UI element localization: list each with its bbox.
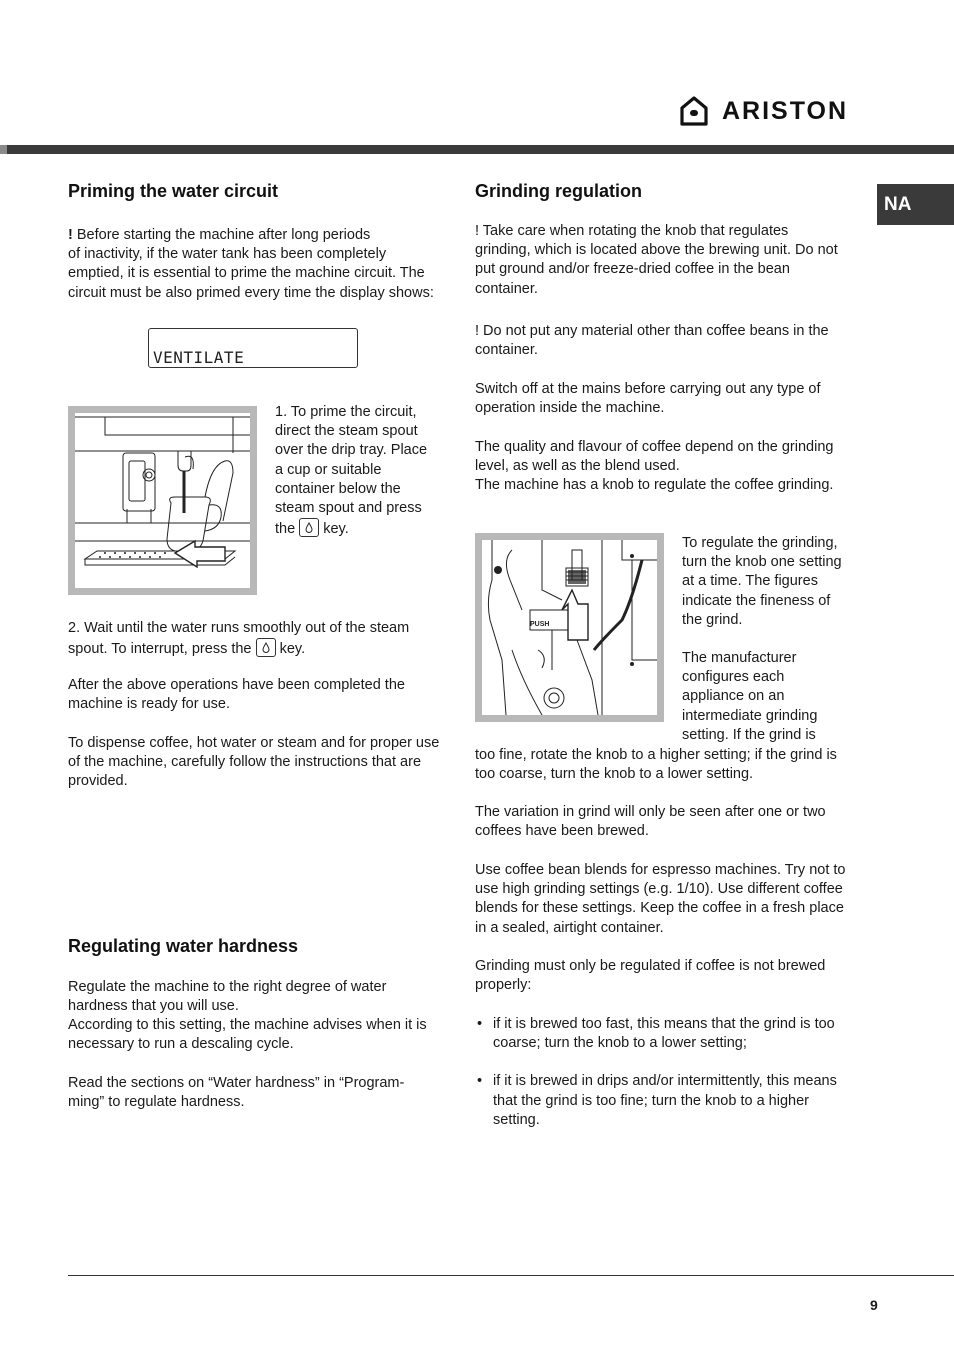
- display-panel: [148, 328, 358, 368]
- grinding-bullet-list: [475, 1015, 837, 1130]
- page-number: 9: [870, 1297, 878, 1313]
- grinding-knob-drawing: [482, 540, 657, 715]
- steam-spout-drawing: [75, 413, 250, 588]
- grinding-p4a: The quality and flavour of coffee depend on the grinding level, as well as the blend used.: [475, 439, 834, 475]
- hardness-p2: According to this setting, the machine advises when it is necessary to run a descaling cycle.: [68, 1017, 427, 1053]
- priming-step1-suffix: key.: [319, 521, 349, 538]
- priming-intro-line1: Before starting the machine after long periods: [72, 227, 371, 243]
- water-drop-key-icon: [299, 518, 319, 537]
- header-rule-accent: [0, 145, 7, 154]
- grinding-p6: Use coffee bean blends for espresso machines. Try not to use high grinding settings (e.g. 1/10). Use different coffee blends for these settings. Keep the coffee in a fresh place in a sealed, airtight container.: [475, 862, 846, 936]
- grinding-knob-illustration: [475, 533, 664, 722]
- grinding-fig-text2-cont: too fine, rotate the knob to a higher setting; if the grind is too coarse, turn the knob to a lower setting.: [475, 747, 837, 783]
- grinding-p3: Switch off at the mains before carrying out any type of operation inside the machine.: [475, 381, 821, 417]
- grinding-fig-text1: To regulate the grinding, turn the knob one setting at a time. The figures indicate the fineness of the grind.: [682, 535, 842, 628]
- grinding-p7: Grinding must only be regulated if coffee is not brewed properly:: [475, 958, 826, 994]
- priming-intro-rest: of inactivity, if the water tank has been completely emptied, it is essential to prime the machine circuit. The circuit must be also primed every time the display shows:: [68, 246, 434, 301]
- priming-step2-suffix: key.: [275, 641, 306, 658]
- steam-spout-illustration: [68, 406, 257, 595]
- grinding-p5: The variation in grind will only be seen after one or two coffees have been brewed.: [475, 804, 826, 840]
- priming-title: Priming the water circuit: [68, 181, 279, 201]
- priming-step2: [68, 619, 440, 659]
- house-logo-icon: [680, 96, 708, 126]
- priming-step1: [275, 403, 435, 539]
- header-rule: [0, 145, 954, 154]
- priming-after: After the above operations have been completed the machine is ready for use.: [68, 677, 405, 713]
- grinding-fig-text2: The manufacturer configures each appliance on an intermediate grinding setting. If the grind is: [682, 650, 818, 743]
- grinding-title: Grinding regulation: [475, 181, 642, 201]
- priming-intro: [68, 226, 440, 303]
- hardness-p3: Read the sections on “Water hardness” in “Program-ming” to regulate hardness.: [68, 1075, 405, 1111]
- footer-rule: [68, 1275, 954, 1276]
- warning-mark: !: [68, 227, 73, 243]
- grinding-p2: ! Do not put any material other than coffee beans in the container.: [475, 323, 829, 359]
- hardness-p1: Regulate the machine to the right degree of water hardness that you will use.: [68, 979, 387, 1015]
- brand-name: ARISTON: [722, 96, 849, 125]
- grinding-p4b: The machine has a knob to regulate the coffee grinding.: [475, 477, 834, 494]
- display-text: VENTILATE: [153, 348, 245, 367]
- grinding-p4: [475, 438, 845, 496]
- list-item: • if it is brewed in drips and/or intermittently, this means that the grind is too fine; turn the knob to a higher setting.: [475, 1072, 837, 1130]
- push-label: PUSH: [530, 621, 550, 628]
- priming-step2-text: 2. Wait until the water runs smoothly out of the steam spout. To interrupt, press the: [68, 620, 410, 658]
- hardness-title: Regulating water hardness: [68, 936, 299, 956]
- list-item: • if it is brewed too fast, this means that the grind is too coarse; turn the knob to a lower setting;: [475, 1015, 837, 1053]
- language-tab: NA: [877, 184, 954, 225]
- priming-step1-text: 1. To prime the circuit, direct the steam spout over the drip tray. Place a cup or suitable container below the steam spout and press the: [275, 404, 428, 538]
- brand-logo: [680, 94, 870, 128]
- water-drop-key-icon: [256, 638, 276, 657]
- priming-dispense: To dispense coffee, hot water or steam and for proper use of the machine, carefully follow the instructions that are provided.: [68, 735, 440, 790]
- grinding-p1: ! Take care when rotating the knob that regulates grinding, which is located above the brewing unit. Do not put ground and/or freeze-dried coffee in the bean container.: [475, 223, 838, 297]
